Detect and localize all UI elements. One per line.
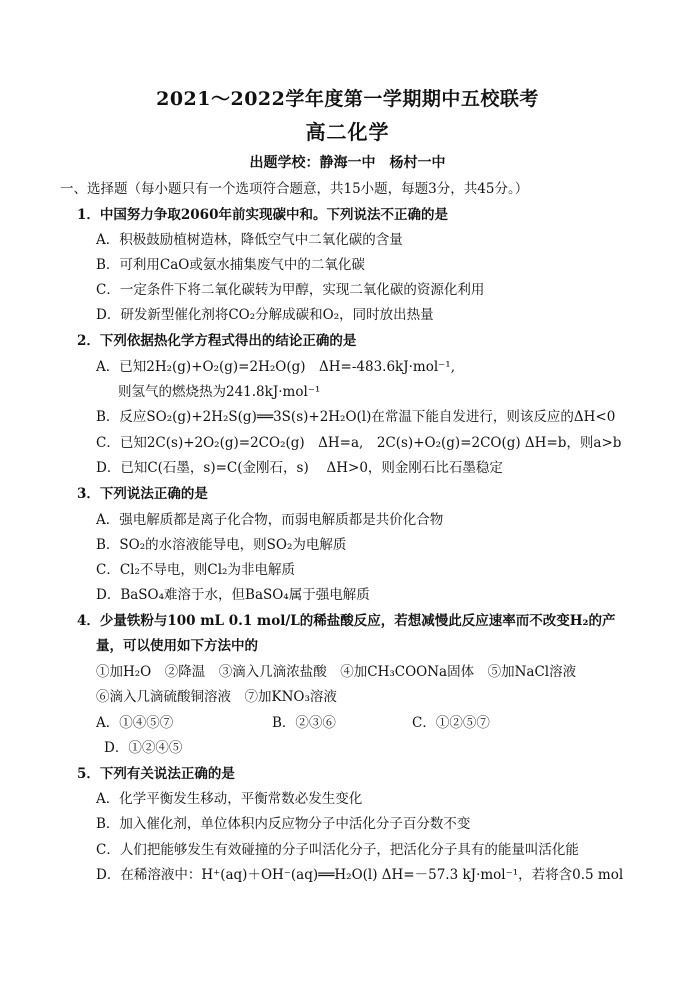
question-1-option-b: B．可利用CaO或氨水捕集废气中的二氧化碳 xyxy=(96,257,365,273)
question-4-methods: ①加H₂O ②降温 ③滴入几滴浓盐酸 ④加CH₃COONa固体 ⑤加NaCl溶液 xyxy=(96,664,577,680)
question-1-option-c: C．一定条件下将二氧化碳转为甲醇，实现二氧化碳的资源化利用 xyxy=(96,282,485,298)
question-5-option-b: B．加入催化剂，单位体积内反应物分子中活化分子百分数不变 xyxy=(96,816,471,832)
question-4-option-d: D．①②④⑤ xyxy=(104,740,183,756)
question-2-option-d: D．已知C(石墨，s)=C(金刚石，s) ΔH>0，则金刚石比石墨稳定 xyxy=(96,460,503,476)
section-heading: 一、选择题（每小题只有一个选项符合题意，共15小题，每题3分，共45分。） xyxy=(60,181,529,197)
question-4-stem-cont: 量，可以使用如下方法中的 xyxy=(96,638,258,654)
question-3-stem: 3．下列说法正确的是 xyxy=(77,486,208,502)
question-5-option-d: D．在稀溶液中：H⁺(aq)＋OH⁻(aq)══H₂O(l) ΔH=－57.3 kJ·mol⁻¹，若将含0.5 mol xyxy=(96,867,624,883)
subject-title: 高二化学 xyxy=(305,120,390,144)
question-2-stem: 2．下列依据热化学方程式得出的结论正确的是 xyxy=(77,333,357,349)
question-3-option-b: B．SO₂的水溶液能导电，则SO₂为电解质 xyxy=(96,537,347,553)
question-2-option-a-cont: 则氢气的燃烧热为241.8kJ·mol⁻¹ xyxy=(118,384,321,400)
question-4-option-c: C．①②⑤⑦ xyxy=(412,715,490,731)
exam-title: 2021～2022学年度第一学期期中五校联考 xyxy=(156,88,539,110)
question-4-stem: 4．少量铁粉与100 mL 0.1 mol/L的稀盐酸反应，若想减慢此反应速率而不改变H₂的产 xyxy=(77,613,616,629)
question-1-option-d: D．研发新型催化剂将CO₂分解成碳和O₂，同时放出热量 xyxy=(96,307,434,323)
question-2-option-c: C．已知2C(s)+2O₂(g)=2CO₂(g) ΔH=a, 2C(s)+O₂(g)=2CO(g) ΔH=b，则a>b xyxy=(96,435,622,451)
question-2-option-a: A．已知2H₂(g)+O₂(g)=2H₂O(g) ΔH=-483.6kJ·mol⁻¹, xyxy=(96,359,455,375)
question-4-option-b: B．②③⑥ xyxy=(272,715,336,731)
setter-schools: 出题学校：静海一中 杨村一中 xyxy=(249,155,446,171)
question-4-methods-cont: ⑥滴入几滴硫酸铜溶液 ⑦加KNO₃溶液 xyxy=(96,689,337,705)
question-1-option-a: A．积极鼓励植树造林，降低空气中二氧化碳的含量 xyxy=(96,232,403,248)
question-3-option-d: D．BaSO₄难溶于水，但BaSO₄属于强电解质 xyxy=(96,587,370,603)
question-5-option-c: C．人们把能够发生有效碰撞的分子叫活化分子，把活化分子具有的能量叫活化能 xyxy=(96,842,579,858)
question-2-option-b: B．反应SO₂(g)+2H₂S(g)══3S(s)+2H₂O(l)在常温下能自发进行，则该反应的ΔH<0 xyxy=(96,409,616,425)
question-5-stem: 5．下列有关说法正确的是 xyxy=(77,766,235,782)
question-3-option-c: C．Cl₂不导电，则Cl₂为非电解质 xyxy=(96,562,295,578)
question-1-stem: 1．中国努力争取2060年前实现碳中和。下列说法不正确的是 xyxy=(77,207,448,223)
question-3-option-a: A．强电解质都是离子化合物，而弱电解质都是共价化合物 xyxy=(96,512,444,528)
question-5-option-a: A．化学平衡发生移动，平衡常数必发生变化 xyxy=(96,791,363,807)
question-4-option-a: A．①④⑤⑦ xyxy=(96,715,174,731)
